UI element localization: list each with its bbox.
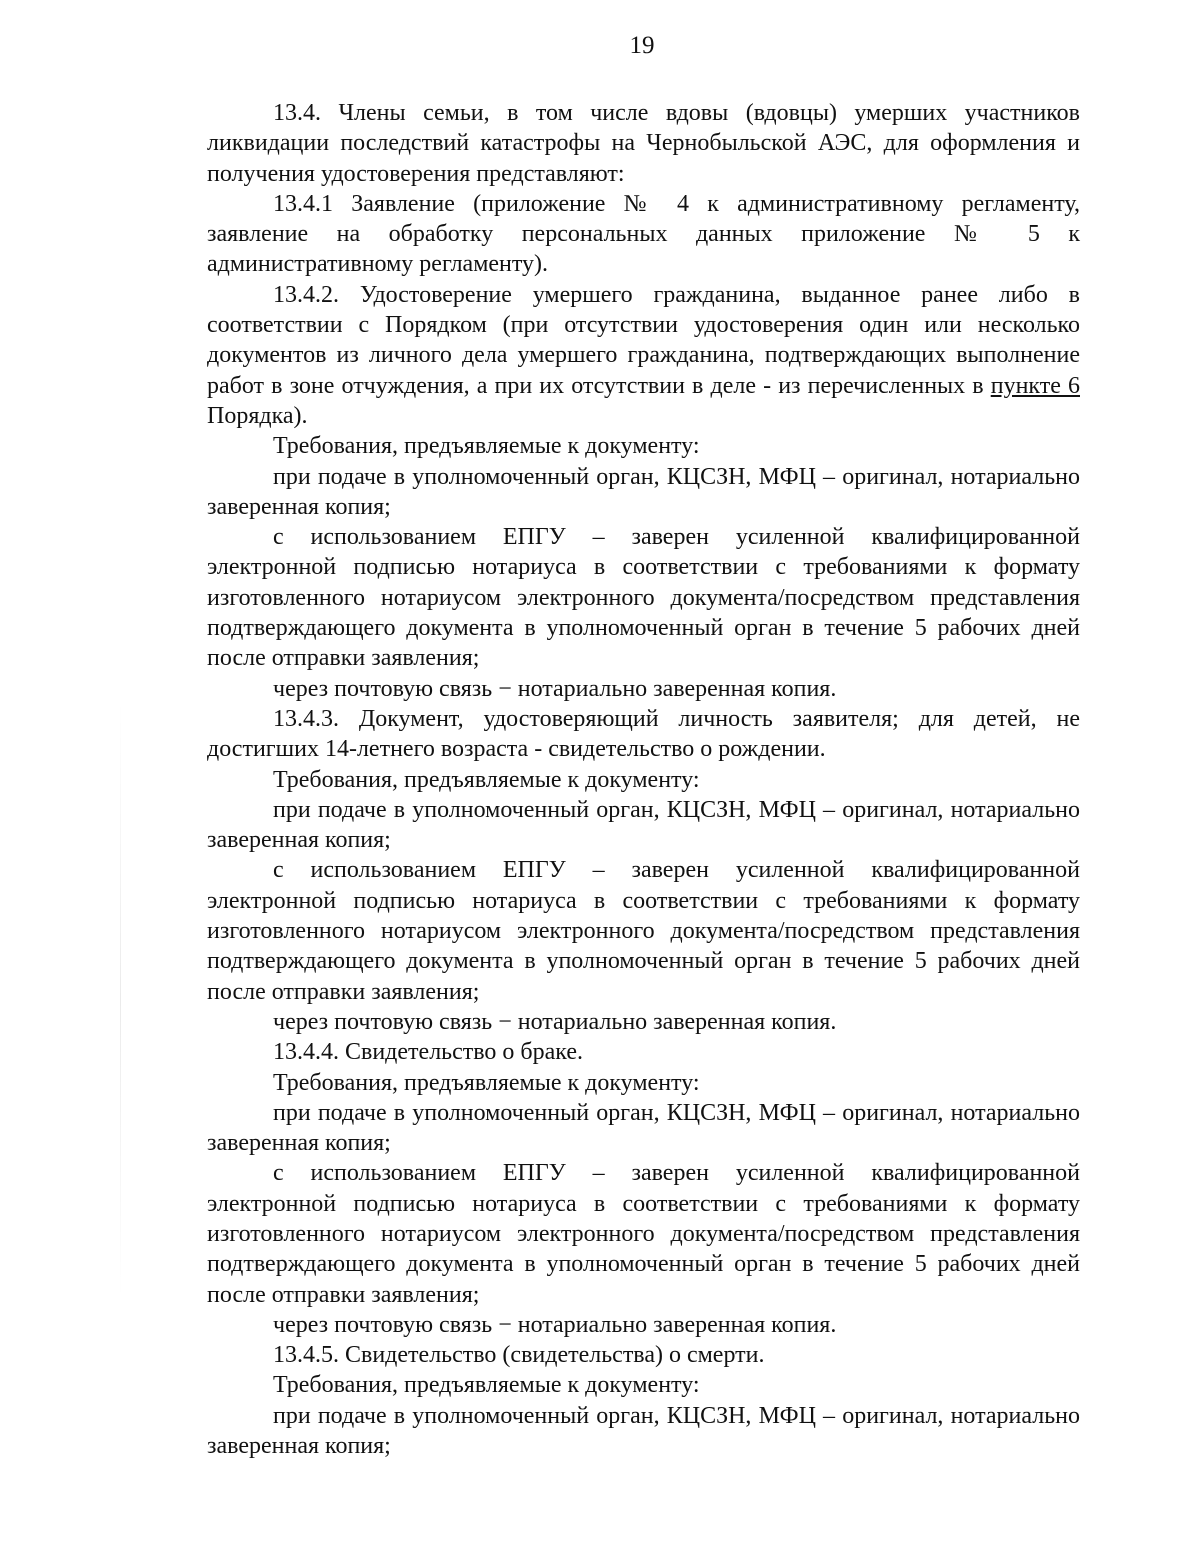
paragraph-13-4-2 bbox=[207, 280, 1080, 431]
requirement-in-person: при подаче в уполномоченный орган, КЦСЗН, МФЦ – оригинал, нотариально заверенная копия; bbox=[207, 1402, 1080, 1460]
paragraph-13-4-1: 13.4.1 Заявление (приложение № 4 к административному регламенту, заявление на обработку персональных данных приложение № 5 к административному регламенту). bbox=[207, 190, 1080, 278]
requirements-heading: Требования, предъявляемые к документу: bbox=[273, 1372, 700, 1399]
paragraph-13-4-2-tail: Порядка). bbox=[207, 402, 308, 429]
paragraph-13-4-5: 13.4.5. Свидетельство (свидетельства) о смерти. bbox=[273, 1342, 765, 1369]
requirement-in-person: при подаче в уполномоченный орган, КЦСЗН, МФЦ – оригинал, нотариально заверенная копия; bbox=[207, 1099, 1080, 1157]
requirement-in-person: при подаче в уполномоченный орган, КЦСЗН, МФЦ – оригинал, нотариально заверенная копия; bbox=[207, 463, 1080, 520]
link-punkt-6[interactable]: пункте 6 bbox=[990, 372, 1080, 399]
requirement-post: через почтовую связь − нотариально заверенная копия. bbox=[273, 1311, 837, 1338]
paragraph-13-4-2-text: 13.4.2. Удостоверение умершего гражданина, выданное ранее либо в соответствии с Порядком (при отсутствии удостоверения один или несколько документов из личного дела умершего гражданина, подтверждающих выполнение работ в зоне отчуждения, а при их отсутствии в деле - из перечисленных в bbox=[207, 281, 1080, 399]
page-number: 19 bbox=[629, 32, 655, 59]
requirements-heading: Требования, предъявляемые к документу: bbox=[273, 766, 700, 793]
requirement-epgu: с использованием ЕПГУ – заверен усиленной квалифицированной электронной подписью нотариуса в соответствии с требованиями к формату изготовленного нотариусом электронного документа/посредством представления подтверждающего документа в уполномоченный орган в течение 5 рабочих дней после отправки заявления; bbox=[207, 857, 1080, 1005]
requirement-post: через почтовую связь − нотариально заверенная копия. bbox=[273, 1008, 837, 1035]
requirement-in-person: при подаче в уполномоченный орган, КЦСЗН, МФЦ – оригинал, нотариально заверенная копия; bbox=[207, 796, 1080, 854]
paragraph-13-4-4: 13.4.4. Свидетельство о браке. bbox=[273, 1039, 583, 1066]
paragraph-13-4-3: 13.4.3. Документ, удостоверяющий личность заявителя; для детей, не достигших 14-летнего возраста - свидетельство о рождении. bbox=[207, 705, 1080, 763]
scan-edge-mark bbox=[120, 700, 121, 1300]
requirement-epgu: с использованием ЕПГУ – заверен усиленной квалифицированной электронной подписью нотариуса в соответствии с требованиями к формату изготовленного нотариусом электронного документа/посредством представления подтверждающего документа в уполномоченный орган в течение 5 рабочих дней после отправки заявления; bbox=[207, 1160, 1080, 1308]
requirements-heading: Требования, предъявляемые к документу: bbox=[273, 1069, 700, 1096]
requirements-heading: Требования, предъявляемые к документу: bbox=[273, 433, 700, 460]
requirement-post: через почтовую связь − нотариально заверенная копия. bbox=[273, 675, 837, 702]
requirement-epgu: с использованием ЕПГУ – заверен усиленной квалифицированной электронной подписью нотариуса в соответствии с требованиями к формату изготовленного нотариусом электронного документа/посредством представления подтверждающего документа в уполномоченный орган в течение 5 рабочих дней после отправки заявления; bbox=[207, 524, 1080, 672]
document-body bbox=[207, 98, 1080, 1461]
paragraph-13-4: 13.4. Члены семьи, в том числе вдовы (вдовцы) умерших участников ликвидации последствий катастрофы на Чернобыльской АЭС, для оформления и получения удостоверения представляют: bbox=[207, 100, 1080, 187]
